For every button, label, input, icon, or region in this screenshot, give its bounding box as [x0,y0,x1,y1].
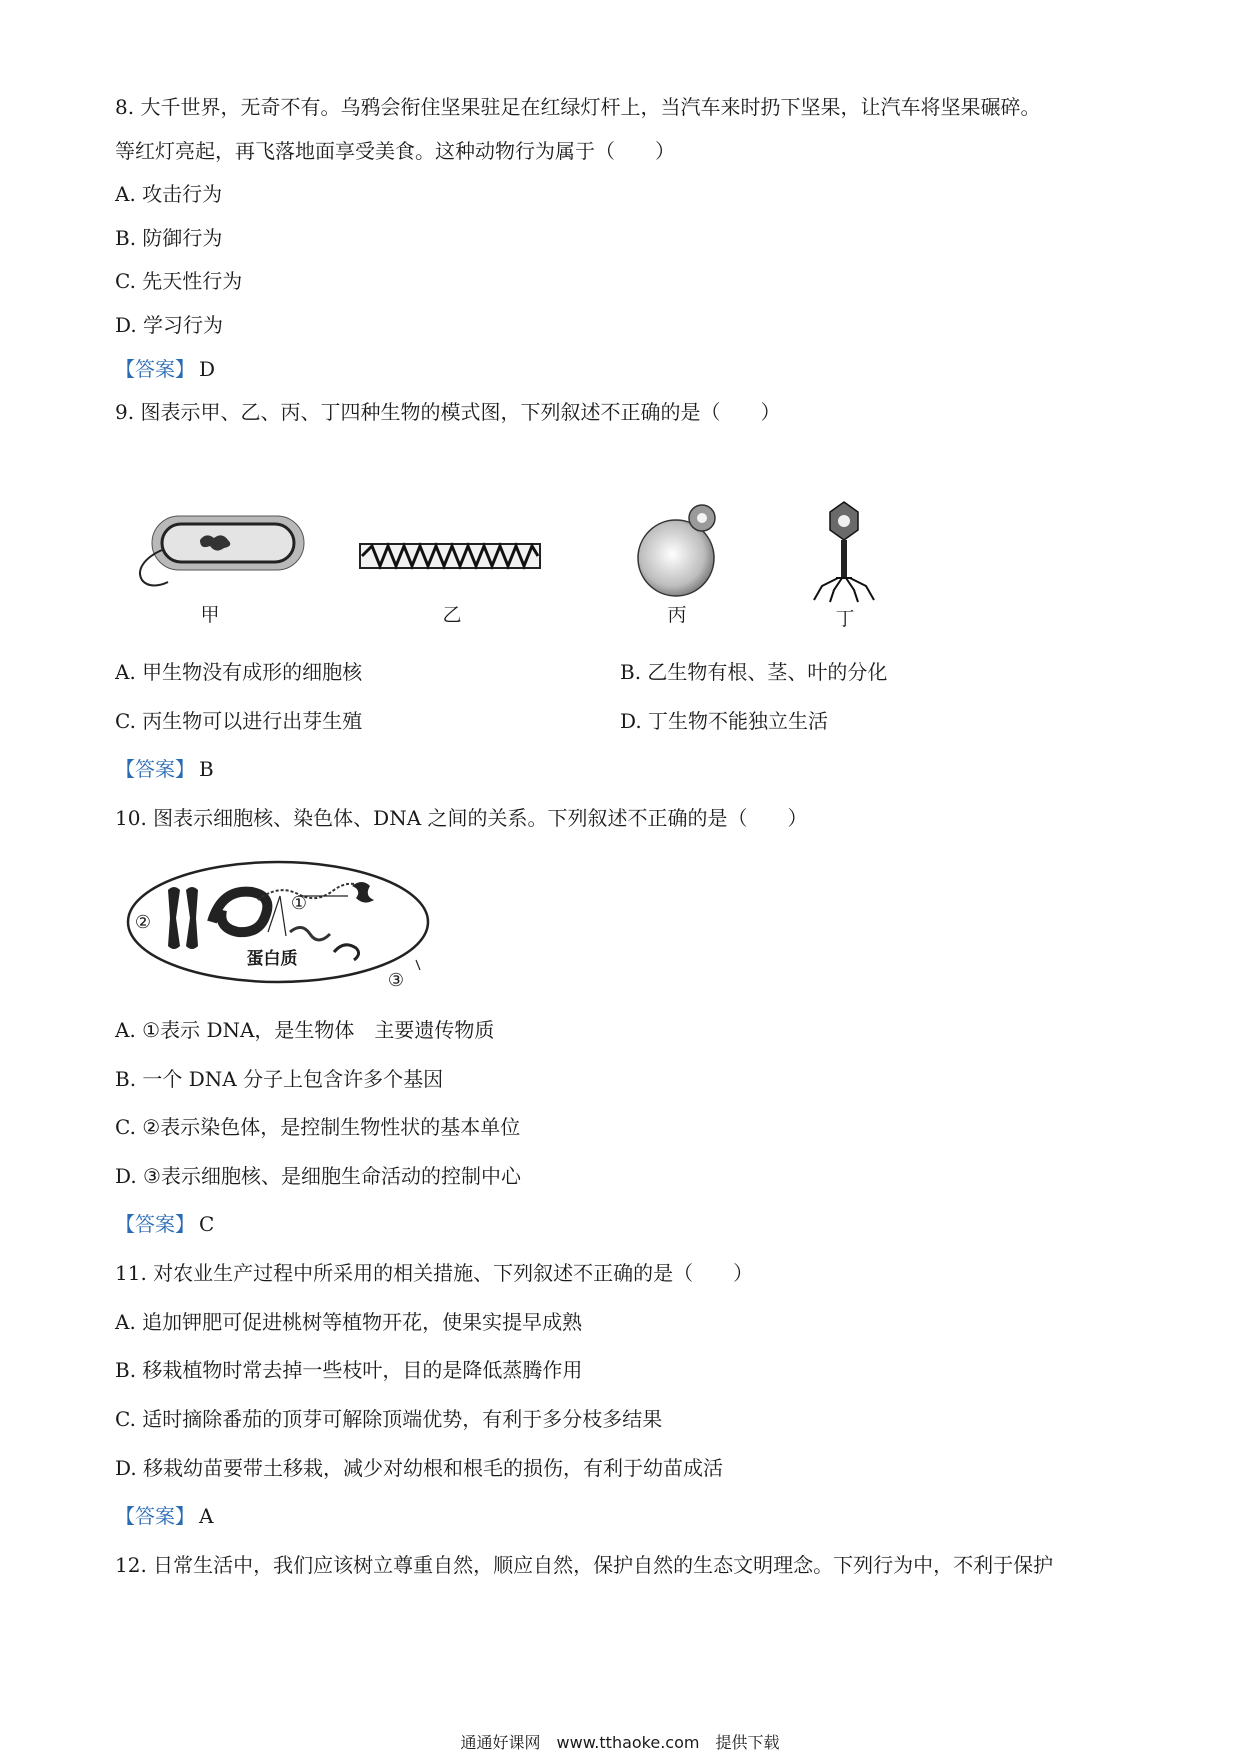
answer-value: A [199,1504,214,1528]
answer-label: 【答案】 [115,357,195,381]
answer-label: 【答案】 [115,757,195,781]
page-footer: 通通好课网 www.tthaoke.com 提供下载 [460,1733,780,1752]
q11-option-a: A. 追加钾肥可促进桃树等植物开花，使果实提早成熟 [115,1310,583,1334]
bacteriophage-figure [808,500,880,604]
q9-answer [115,756,214,782]
q8-stem-line1: 8. 大千世界，无奇不有。乌鸦会衔住坚果驻足在红绿灯杆上，当汽车来时扔下坚果，让汽车将坚果碾碎。 [115,95,1041,119]
figure-label-protein: 蛋白质 [246,949,298,969]
answer-value: D [199,357,216,381]
bacterium-figure [138,512,308,592]
figure-label-bing: 丙 [667,604,687,626]
q9-option-c: C. 丙生物可以进行出芽生殖 [115,709,363,733]
q11-stem: 11. 对农业生产过程中所采用的相关措施、下列叙述不正确的是（ ） [115,1261,754,1285]
q8-stem-line2: 等红灯亮起，再飞落地面享受美食。这种动物行为属于（ ） [115,139,675,163]
answer-value: B [199,757,214,781]
q11-option-b: B. 移栽植物时常去掉一些枝叶，目的是降低蒸腾作用 [115,1358,583,1382]
q10-answer [115,1211,214,1237]
q10-option-c: C. ②表示染色体，是控制生物性状的基本单位 [115,1115,521,1139]
nucleus-chromosome-dna-figure [120,856,420,996]
q8-option-c: C. 先天性行为 [115,269,243,293]
q8-option-a: A. 攻击行为 [115,182,223,206]
figure-label-circled-1: ① [290,893,308,914]
yeast-figure [636,502,726,598]
q12-stem: 12. 日常生活中，我们应该树立尊重自然，顺应自然，保护自然的生态文明理念。下列行为中，不利于保护 [115,1553,1054,1577]
q8-answer [115,356,215,382]
q10-option-d: D. ③表示细胞核、是细胞生命活动的控制中心 [115,1164,521,1188]
answer-label: 【答案】 [115,1212,195,1236]
q9-option-d: D. 丁生物不能独立生活 [620,709,829,733]
q9-stem: 9. 图表示甲、乙、丙、丁四种生物的模式图，下列叙述不正确的是（ ） [115,400,781,424]
q8-option-d: D. 学习行为 [115,313,224,337]
q11-answer [115,1503,213,1529]
q9-option-a: A. 甲生物没有成形的细胞核 [115,660,363,684]
q8-option-b: B. 防御行为 [115,226,223,250]
q10-stem: 10. 图表示细胞核、染色体、DNA 之间的关系。下列叙述不正确的是（ ） [115,806,808,830]
figure-label-jia: 甲 [200,604,220,626]
figure-label-ding: 丁 [835,608,855,630]
q9-option-b: B. 乙生物有根、茎、叶的分化 [620,660,888,684]
spirogyra-figure [358,538,542,574]
figure-label-yi: 乙 [442,604,462,626]
answer-value: C [199,1212,215,1236]
figure-label-circled-2: ② [134,912,152,933]
figure-label-circled-3: ③ [387,970,405,991]
q11-option-c: C. 适时摘除番茄的顶芽可解除顶端优势，有利于多分枝多结果 [115,1407,663,1431]
q10-option-a: A. ①表示 DNA，是生物体 主要遗传物质 [115,1018,495,1042]
answer-label: 【答案】 [115,1504,195,1528]
q11-option-d: D. 移栽幼苗要带土移栽，减少对幼根和根毛的损伤，有利于幼苗成活 [115,1456,724,1480]
q10-option-b: B. 一个 DNA 分子上包含许多个基因 [115,1067,444,1091]
